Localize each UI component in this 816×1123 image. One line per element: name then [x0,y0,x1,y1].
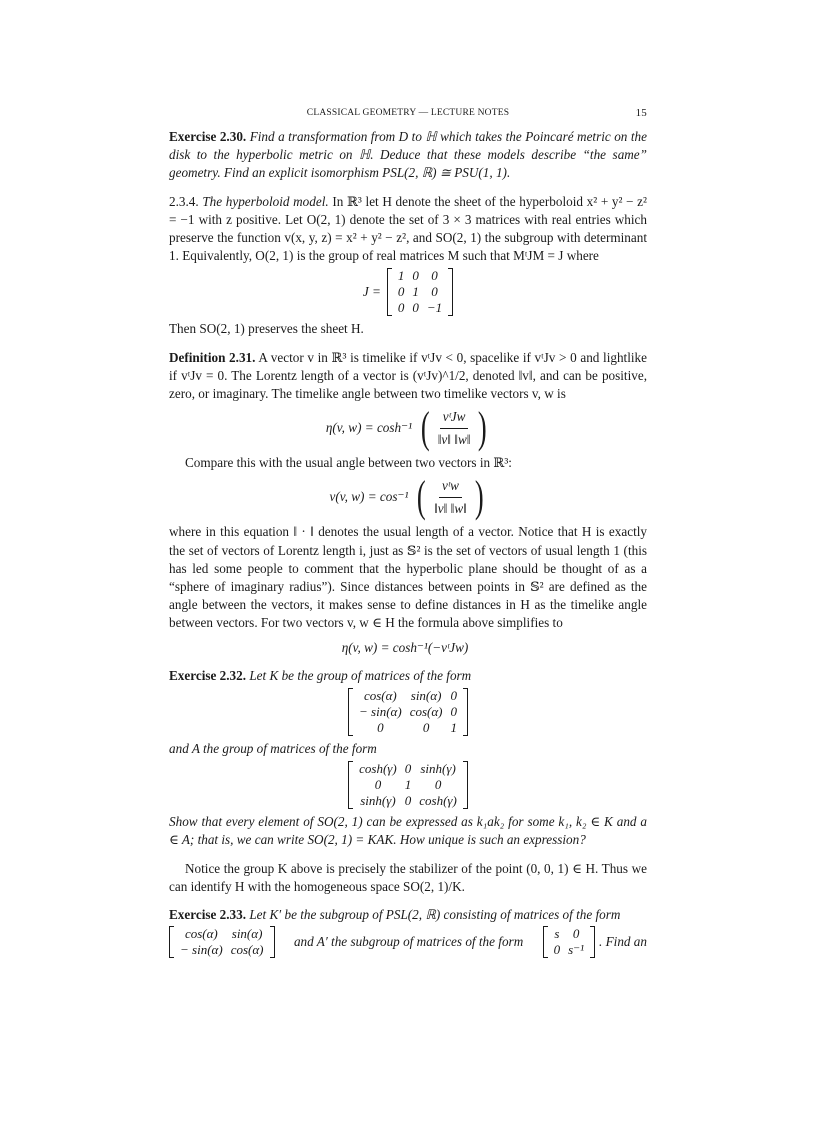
matrix-cell: 0 [450,704,457,720]
eta-formula: η(v, w) = cosh⁻¹ ( $\frac{\text{vᵗJw}}{‖v‖ ‖w‖}$ ) [325,403,488,453]
matrix-cell: 0 [374,777,382,793]
matrix-cell: 0 [404,793,412,809]
simplified-formula [169,639,647,657]
exercise-outro: Show that every element of SO(2, 1) can be expressed as k₁ak₂ for some k₁, k₂ ∈ K and a ∈ A; that is, we can write SO(2, 1) = KAK. How unique is such an expression? [169,814,647,848]
page-body [169,128,647,958]
matrix-cell: sin(α) [231,926,263,942]
matrix-cell: 0 [397,300,405,316]
matrix-cell: 1 [404,777,412,793]
matrix-cell: s [554,926,560,942]
matrix-cell: 0 [422,720,430,736]
matrix-cell: 0 [404,761,412,777]
matrix-cell: cos(α) [184,926,218,942]
matrix-cell: − sin(α) [180,942,223,958]
matrix-cell: cos(α) [230,942,264,958]
exercise-text: Let K′ be the subgroup of PSL(2, ℝ) consisting of matrices of the form [249,907,621,923]
nu-formula: ν(v, w) = cos⁻¹ ( $\frac{\text{vᵗw}}{‖v‖ ‖w‖}$ ) [329,472,484,522]
exercise-label: Exercise 2.30. [169,129,247,144]
matrix-A [348,761,468,809]
matrix-cell: s⁻¹ [568,942,584,958]
exercise-2-32 [169,667,647,685]
running-title: CLASSICAL GEOMETRY — LECTURE NOTES [306,108,510,118]
compare-text: Compare this with the usual angle between two vectors in ℝ³: [185,455,512,471]
section-2-3-4 [169,193,647,266]
eta-denominator: ‖v‖ ‖w‖ [437,431,471,447]
section-text: In ℝ³ let H denote the sheet of the hyperboloid x² + y² − z² = −1 with z positive. Let O(2, 1) denote the set of 3 × 3 matrices with real entries which preserve the function v(x, y, z) = x² + y² − z², and SO(2, 1) the subgroup with determinant 1. Equivalently, O(2, 1) is the group of real matrices M such that MᵗJM = J where [169,193,647,264]
matrix-cell: 1 [412,284,419,300]
notice-paragraph: Notice the group K above is precisely the stabilizer of the point (0, 0, 1) ∈ H. Thus we can identify H with the homogeneous space SO(2, 1)/K. [169,860,647,894]
matrix-K-prime [169,926,275,958]
matrix-J-lhs: J = [362,284,381,300]
exercise-2-33 [169,906,647,924]
matrix-cell: 0 [431,268,438,284]
exercise-2-33-matrices [169,926,647,958]
matrix-cell: sinh(γ) [360,793,396,809]
matrix-cell: 0 [397,284,405,300]
matrix-cell: 0 [572,926,580,942]
nu-numerator: vᵗw [439,477,462,498]
matrix-K [348,688,468,736]
matrix-cell: 0 [412,300,419,316]
matrix-cell: 0 [553,942,561,958]
matrix-cell: sinh(γ) [420,761,456,777]
exercise-label: Exercise 2.33. [169,907,247,923]
matrix-cell: sin(α) [410,688,442,704]
matrix-J-display [169,268,647,316]
eta-fraction [435,408,474,449]
simplified-eta: η(v, w) = cosh⁻¹(−vᵗJw) [341,639,469,655]
matrix-J [387,268,453,316]
definition-label: Definition 2.31. [169,349,256,365]
matrix-cell: cos(α) [409,704,443,720]
exercise-2-33-end: . Find an [599,934,647,950]
matrix-cell: 1 [397,268,405,284]
eta-numerator: vᵗJw [440,408,469,429]
matrix-cell: −1 [426,300,443,316]
matrix-cell: 0 [431,284,438,300]
nu-lhs: ν(v, w) = cos⁻¹ [329,489,409,505]
matrix-cell: cosh(γ) [359,761,397,777]
lorentz-paragraph: where in this equation ‖ · ‖ denotes the usual length of a vector. Notice that H is exactly the set of vectors of Lorentz length i, just as 𝕊² is the set of vectors of usual length 1 (this has led some people to comment that the hyperbolic plane should be thought of as a “sphere of imaginary radius”). Since distances between points in 𝕊² are defined as the angle between the vectors, it makes sense to define distances in H as the timelike angle between vectors. For two vectors v, w ∈ H the formula above simplifies to [169,524,647,631]
matrix-cell: cos(α) [363,688,397,704]
exercise-2-33-mid: and A′ the subgroup of matrices of the form [293,934,524,950]
matrix-cell: 0 [412,268,419,284]
page-number: 15 [635,107,647,119]
exercise-label: Exercise 2.32. [169,667,247,683]
matrix-A-display [169,761,647,809]
exercise-intro: Let K be the group of matrices of the form [249,667,472,683]
matrix-K-display [169,688,647,736]
definition-text: A vector v in ℝ³ is timelike if vᵗJv < 0, spacelike if vᵗJv > 0 and lightlike if vᵗJv = 0. The Lorentz length of a vector is (vᵗJv)^1/2, denoted ‖v‖, and can be positive, zero, or imaginary. The timelike angle between two timelike vectors v, w is [169,349,647,402]
nu-denominator: ‖v‖ ‖w‖ [434,500,467,516]
section-number: 2.3.4. [169,193,199,209]
matrix-cell: cosh(γ) [419,793,457,809]
matrix-cell: 0 [450,688,457,704]
section-after-text: Then SO(2, 1) preserves the sheet H. [169,321,364,337]
definition-2-31 [169,349,647,404]
matrix-A-prime [543,926,595,958]
nu-fraction [431,477,470,518]
matrix-cell: 0 [377,720,384,736]
matrix-cell: 1 [450,720,457,736]
eta-lhs: η(v, w) = cosh⁻¹ [325,420,413,436]
exercise-mid: and A the group of matrices of the form [169,741,377,757]
section-heading: The hyperboloid model. [202,193,329,209]
exercise-2-30 [169,128,647,183]
matrix-cell: 0 [434,777,442,793]
exercise-text: Find a transformation from D to ℍ which takes the Poincaré metric on the disk to the hyperbolic metric on ℍ. Deduce that these models describe “the same” geometry. Find an explicit isomorphism PSL(2, ℝ) ≅ PSU(1, 1). [169,129,647,181]
matrix-cell: − sin(α) [359,704,402,720]
